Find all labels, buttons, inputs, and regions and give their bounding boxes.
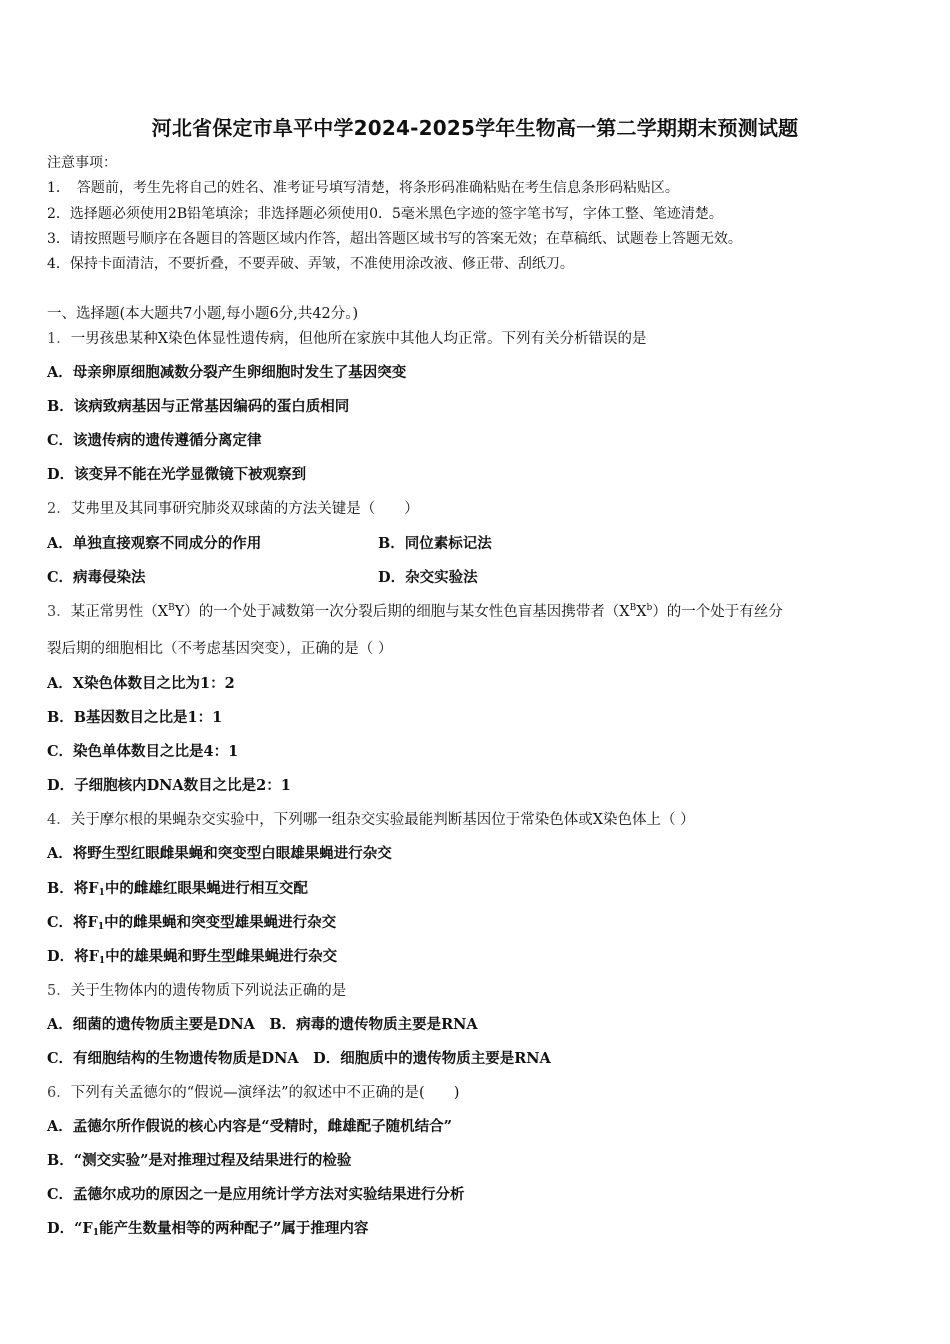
stem-text: X xyxy=(636,604,647,620)
question-number: 5． xyxy=(47,983,71,999)
notice-item-3: 3．请按照题号顺序在各题目的答题区域内作答，超出答题区域书写的答案无效；在草稿纸、试题卷上答题无效。 xyxy=(47,231,742,247)
q1-option-d: D．该变异不能在光学显微镜下被观察到 xyxy=(47,466,307,483)
option-text: D．“F xyxy=(47,1220,93,1237)
question-number: 2． xyxy=(47,501,71,517)
q3-option-a: A．X染色体数目之比为1：2 xyxy=(47,675,235,692)
stem-text: ）的一个处于有丝分 xyxy=(652,604,783,620)
option-text: 能产生数量相等的两种配子”属于推理内容 xyxy=(98,1220,369,1237)
superscript: B xyxy=(168,603,175,613)
option-text: 中的雄果蝇和野生型雌果蝇进行杂交 xyxy=(105,948,338,965)
question-3-stem-line-2: 裂后期的细胞相比（不考虑基因突变），正确的是（ ） xyxy=(47,641,393,657)
stem-text: 关于生物体内的遗传物质下列说法正确的是 xyxy=(70,983,347,999)
notice-item-4: 4．保持卡面清洁，不要折叠，不要弄破、弄皱，不准使用涂改液、修正带、刮纸刀。 xyxy=(47,256,574,272)
q4-option-d xyxy=(47,945,337,966)
q1-option-b: B．该病致病基因与正常基因编码的蛋白质相同 xyxy=(47,398,350,415)
question-number: 6． xyxy=(47,1085,71,1101)
q3-option-b: B．B基因数目之比是1：1 xyxy=(47,709,223,726)
section-heading: 一、选择题(本大题共7小题,每小题6分,共42分。) xyxy=(47,306,359,322)
q6-option-c: C．孟德尔成功的原因之一是应用统计学方法对实验结果进行分析 xyxy=(47,1186,465,1203)
subscript: 1 xyxy=(97,922,105,932)
question-number: 1． xyxy=(47,331,71,347)
superscript: B xyxy=(629,603,637,613)
stem-text: 关于摩尔根的果蝇杂交实验中，下列哪一组杂交实验最能判断基因位于常染色体或X染色体上（ ） xyxy=(70,812,695,828)
q3-option-c: C．染色单体数目之比是4：1 xyxy=(47,743,239,760)
option-text: D．将F xyxy=(47,948,99,965)
question-number: 3． xyxy=(47,604,71,620)
q1-option-a: A．母亲卵原细胞减数分裂产生卵细胞时发生了基因突变 xyxy=(47,364,407,381)
notice-item-1: 1． 答题前，考生先将自己的姓名、准考证号填写清楚，将条形码准确粘贴在考生信息条形码粘贴区。 xyxy=(47,180,679,196)
page-title: 河北省保定市阜平中学2024-2025学年生物高一第二学期期末预测试题 xyxy=(151,116,799,140)
q4-option-a: A．将野生型红眼雌果蝇和突变型白眼雄果蝇进行杂交 xyxy=(47,845,392,862)
notice-item-2: 2．选择题必须使用2B铅笔填涂；非选择题必须使用0．5毫米黑色字迹的签字笔书写，字体工整、笔迹清楚。 xyxy=(47,206,723,222)
q2-option-b: B．同位素标记法 xyxy=(378,535,492,552)
question-5-stem xyxy=(47,979,346,1000)
stem-text: 某正常男性（X xyxy=(70,604,169,620)
option-text: B．将F xyxy=(47,880,99,897)
q6-option-a: A．孟德尔所作假说的核心内容是“受精时，雌雄配子随机结合” xyxy=(47,1118,452,1135)
subscript: 1 xyxy=(98,956,106,966)
question-4-stem xyxy=(47,808,695,829)
option-text: C．将F xyxy=(47,914,98,931)
question-3-stem xyxy=(47,600,783,621)
option-text: 中的雌果蝇和突变型雄果蝇进行杂交 xyxy=(104,914,337,931)
stem-text: 一男孩患某种X染色体显性遗传病，但他所在家族中其他人均正常。下列有关分析错误的是 xyxy=(70,331,647,347)
q4-option-c xyxy=(47,911,336,932)
q4-option-b xyxy=(47,877,308,898)
q2-option-d: D．杂交实验法 xyxy=(378,569,478,586)
stem-text: 下列有关孟德尔的“假说—演绎法”的叙述中不正确的是( ) xyxy=(70,1085,460,1101)
subscript: 1 xyxy=(92,1228,99,1238)
subscript: 1 xyxy=(98,888,105,898)
q1-option-c: C．该遗传病的遗传遵循分离定律 xyxy=(47,432,262,449)
option-text: 中的雌雄红眼果蝇进行相互交配 xyxy=(104,880,308,897)
notice-header: 注意事项： xyxy=(47,155,117,171)
question-1-stem xyxy=(47,327,647,348)
q5-options-ab: A．细菌的遗传物质主要是DNA B．病毒的遗传物质主要是RNA xyxy=(47,1016,478,1033)
question-6-stem xyxy=(47,1081,459,1102)
question-number: 4． xyxy=(47,812,71,828)
q5-options-cd: C．有细胞结构的生物遗传物质是DNA D．细胞质中的遗传物质主要是RNA xyxy=(47,1050,551,1067)
q3-option-d: D．子细胞核内DNA数目之比是2：1 xyxy=(47,777,291,794)
superscript: b xyxy=(646,603,653,613)
q2-option-a: A．单独直接观察不同成分的作用 xyxy=(47,535,262,552)
stem-text: Y）的一个处于减数第一次分裂后期的细胞与某女性色盲基因携带者（X xyxy=(174,604,630,620)
stem-text: 艾弗里及其同事研究肺炎双球菌的方法关键是（ ） xyxy=(70,501,419,517)
question-2-stem xyxy=(47,497,419,518)
q6-option-d xyxy=(47,1217,368,1238)
q6-option-b: B．“测交实验”是对推理过程及结果进行的检验 xyxy=(47,1152,352,1169)
q2-option-c: C．病毒侵染法 xyxy=(47,569,146,586)
